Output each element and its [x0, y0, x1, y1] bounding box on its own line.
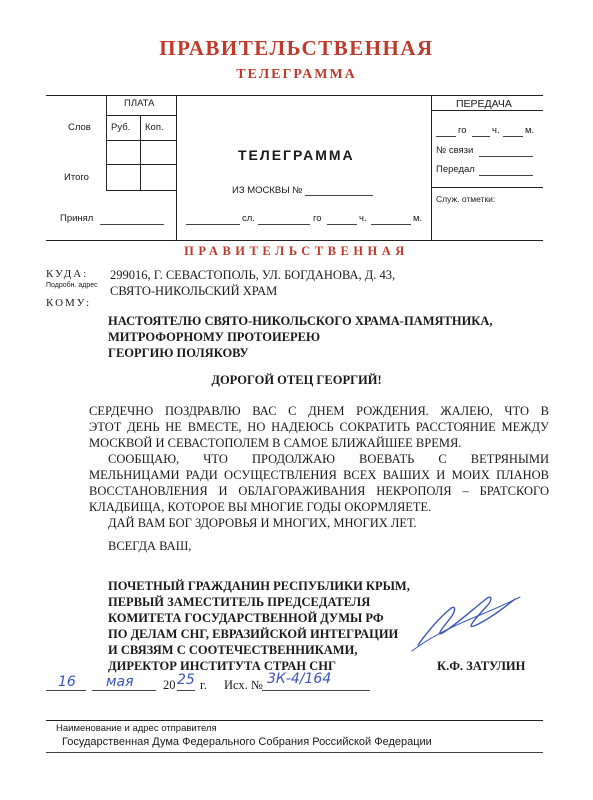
greeting: ДОРОГОЙ ОТЕЦ ГЕОРГИЙ! — [211, 373, 382, 387]
itogo-label: Итого — [64, 172, 89, 183]
kop-label: Коп. — [145, 122, 164, 133]
form-bottom-border — [46, 240, 543, 241]
go-label: го — [313, 213, 322, 224]
closing: ВСЕГДА ВАШ, — [108, 539, 192, 553]
signer-name: К.Ф. ЗАТУЛИН — [437, 659, 526, 673]
plata-col-2 — [140, 115, 141, 190]
date-year-unit: г. — [200, 678, 207, 692]
svyaz-label: № связи — [436, 145, 474, 156]
m-line — [371, 224, 411, 225]
recipient-line-2: МИТРОФОРНОМУ ПРОТОИЕРЕЮ — [108, 330, 321, 344]
komu-label: КОМУ: — [46, 297, 92, 309]
kuda-label: КУДА: — [46, 268, 89, 280]
sl-label: сл. — [242, 213, 255, 224]
recipient-line-1: НАСТОЯТЕЛЮ СВЯТО-НИКОЛЬСКОГО ХРАМА-ПАМЯТНИКА, — [108, 314, 493, 328]
signer-title-line: ДИРЕКТОР ИНСТИТУТА СТРАН СНГ — [108, 659, 336, 673]
date-year-suffix: 25 — [177, 672, 195, 688]
kuda-sublabel: Подробн. адрес — [46, 282, 98, 289]
date-day: 16 — [58, 674, 76, 690]
right-ch-label: ч. — [492, 125, 500, 136]
peredal-label: Передал — [436, 164, 475, 175]
document-title: ПРАВИТЕЛЬСТВЕННАЯ — [159, 36, 434, 60]
document-subtitle: ТЕЛЕГРАММА — [236, 67, 357, 82]
ref-line — [262, 690, 370, 691]
recipient-line-3: ГЕОРГИЮ ПОЛЯКОВУ — [108, 346, 249, 360]
signer-title-line: ПОЧЕТНЫЙ ГРАЖДАНИН РЕСПУБЛИКИ КРЫМ, — [108, 579, 410, 593]
slov-label: Слов — [68, 122, 91, 133]
date-month-line — [92, 690, 156, 691]
rub-label: Руб. — [111, 122, 131, 133]
peredal-line — [479, 175, 533, 176]
address-line-1: 299016, Г. СЕВАСТОПОЛЬ, УЛ. БОГДАНОВА, Д. 43, — [110, 268, 396, 282]
signer-title-line: ПО ДЕЛАМ СНГ, ЕВРАЗИЙСКОЙ ИНТЕГРАЦИИ — [108, 627, 399, 641]
letter-line: МЕЛЬНИЦАМИ РАДИ ОСУЩЕСТВЛЕНИЯ ВСЕХ ВАШИХ И МОИХ ПЛАНОВ — [89, 468, 549, 482]
peredacha-underline — [431, 110, 543, 111]
plata-row-1 — [106, 115, 176, 116]
sluzh-divider — [431, 187, 543, 188]
m-label: м. — [413, 213, 423, 224]
right-ch-line — [472, 136, 490, 137]
letter-line: ЭТОТ ДЕНЬ НЕ ВМЕСТЕ, НО НАДЕЮСЬ СОКРАТИТЬ РАССТОЯНИЕ МЕЖДУ — [89, 420, 549, 434]
date-day-line — [46, 690, 86, 691]
right-go-line — [436, 136, 456, 137]
ch-label: ч. — [359, 213, 367, 224]
date-month: мая — [106, 674, 134, 690]
ref-label: Исх. № — [224, 678, 263, 692]
sluzh-label: Служ. отметки: — [436, 194, 496, 204]
iz-moskvy-label: ИЗ МОСКВЫ № — [232, 185, 303, 196]
prinyal-label: Принял — [60, 213, 94, 224]
signer-title-line: И СВЯЗЯМ С СООТЕЧЕСТВЕННИКАМИ, — [108, 643, 358, 657]
plata-row-2 — [106, 140, 176, 141]
iz-moskvy-line — [305, 195, 373, 196]
right-go-label: го — [458, 125, 467, 136]
svyaz-line — [479, 156, 533, 157]
right-m-line — [503, 136, 523, 137]
plata-col-1 — [106, 95, 107, 190]
plata-row-3 — [106, 164, 176, 165]
footer-divider — [46, 720, 543, 721]
ref-number: 3К-4/164 — [267, 671, 332, 687]
letter-line: КЛАДБИЩА, КОТОРОЕ ВЫ МНОГИЕ ГОДЫ ОКОРМЛЯЕТЕ. — [89, 500, 432, 514]
handwritten-signature — [400, 585, 525, 655]
date-year-line — [177, 690, 195, 691]
sender-label: Наименование и адрес отправителя — [56, 723, 217, 734]
go-line — [258, 224, 310, 225]
signer-title-line: ПЕРВЫЙ ЗАМЕСТИТЕЛЬ ПРЕДСЕДАТЕЛЯ — [108, 595, 371, 609]
ch-line — [327, 224, 357, 225]
plata-label: ПЛАТА — [124, 98, 155, 109]
plata-row-4 — [106, 190, 176, 191]
sender-value: Государственная Дума Федерального Собрания Российской Федерации — [62, 736, 432, 748]
prinyal-line — [100, 224, 164, 225]
peredacha-label: ПЕРЕДАЧА — [456, 98, 512, 110]
government-band: ПРАВИТЕЛЬСТВЕННАЯ — [184, 244, 409, 258]
right-m-label: м. — [525, 125, 535, 136]
letter-line: ВОССТАНОВЛЕНИЯ И ОБЛАГОРАЖИВАНИЯ НЕКРОПОЛЯ – БРАТСКОГО — [89, 484, 549, 498]
sender-line — [46, 752, 543, 753]
letter-line: СЕРДЕЧНО ПОЗДРАВЛЮ ВАС С ДНЕМ РОЖДЕНИЯ. ЖАЛЕЮ, ЧТО В — [89, 404, 549, 418]
sl-line — [186, 224, 240, 225]
address-line-2: СВЯТО-НИКОЛЬСКИЙ ХРАМ — [110, 284, 278, 298]
form-divider-right — [431, 95, 432, 240]
form-divider-left — [176, 95, 177, 240]
letter-line: ДАЙ ВАМ БОГ ЗДОРОВЬЯ И МНОГИХ, МНОГИХ ЛЕТ. — [108, 516, 417, 530]
signer-title-line: КОМИТЕТА ГОСУДАРСТВЕННОЙ ДУМЫ РФ — [108, 611, 384, 625]
date-year-prefix: 20 — [163, 678, 176, 692]
form-telegram-title: ТЕЛЕГРАММА — [238, 147, 355, 163]
letter-line: МОСКВОЙ И СЕВАСТОПОЛЕМ В САМОЕ БЛИЖАЙШЕЕ ВРЕМЯ. — [89, 436, 462, 450]
form-top-border — [46, 95, 543, 96]
letter-line: СООБЩАЮ, ЧТО ПРОДОЛЖАЮ ВОЕВАТЬ С ВЕТРЯНЫМИ — [108, 452, 549, 466]
